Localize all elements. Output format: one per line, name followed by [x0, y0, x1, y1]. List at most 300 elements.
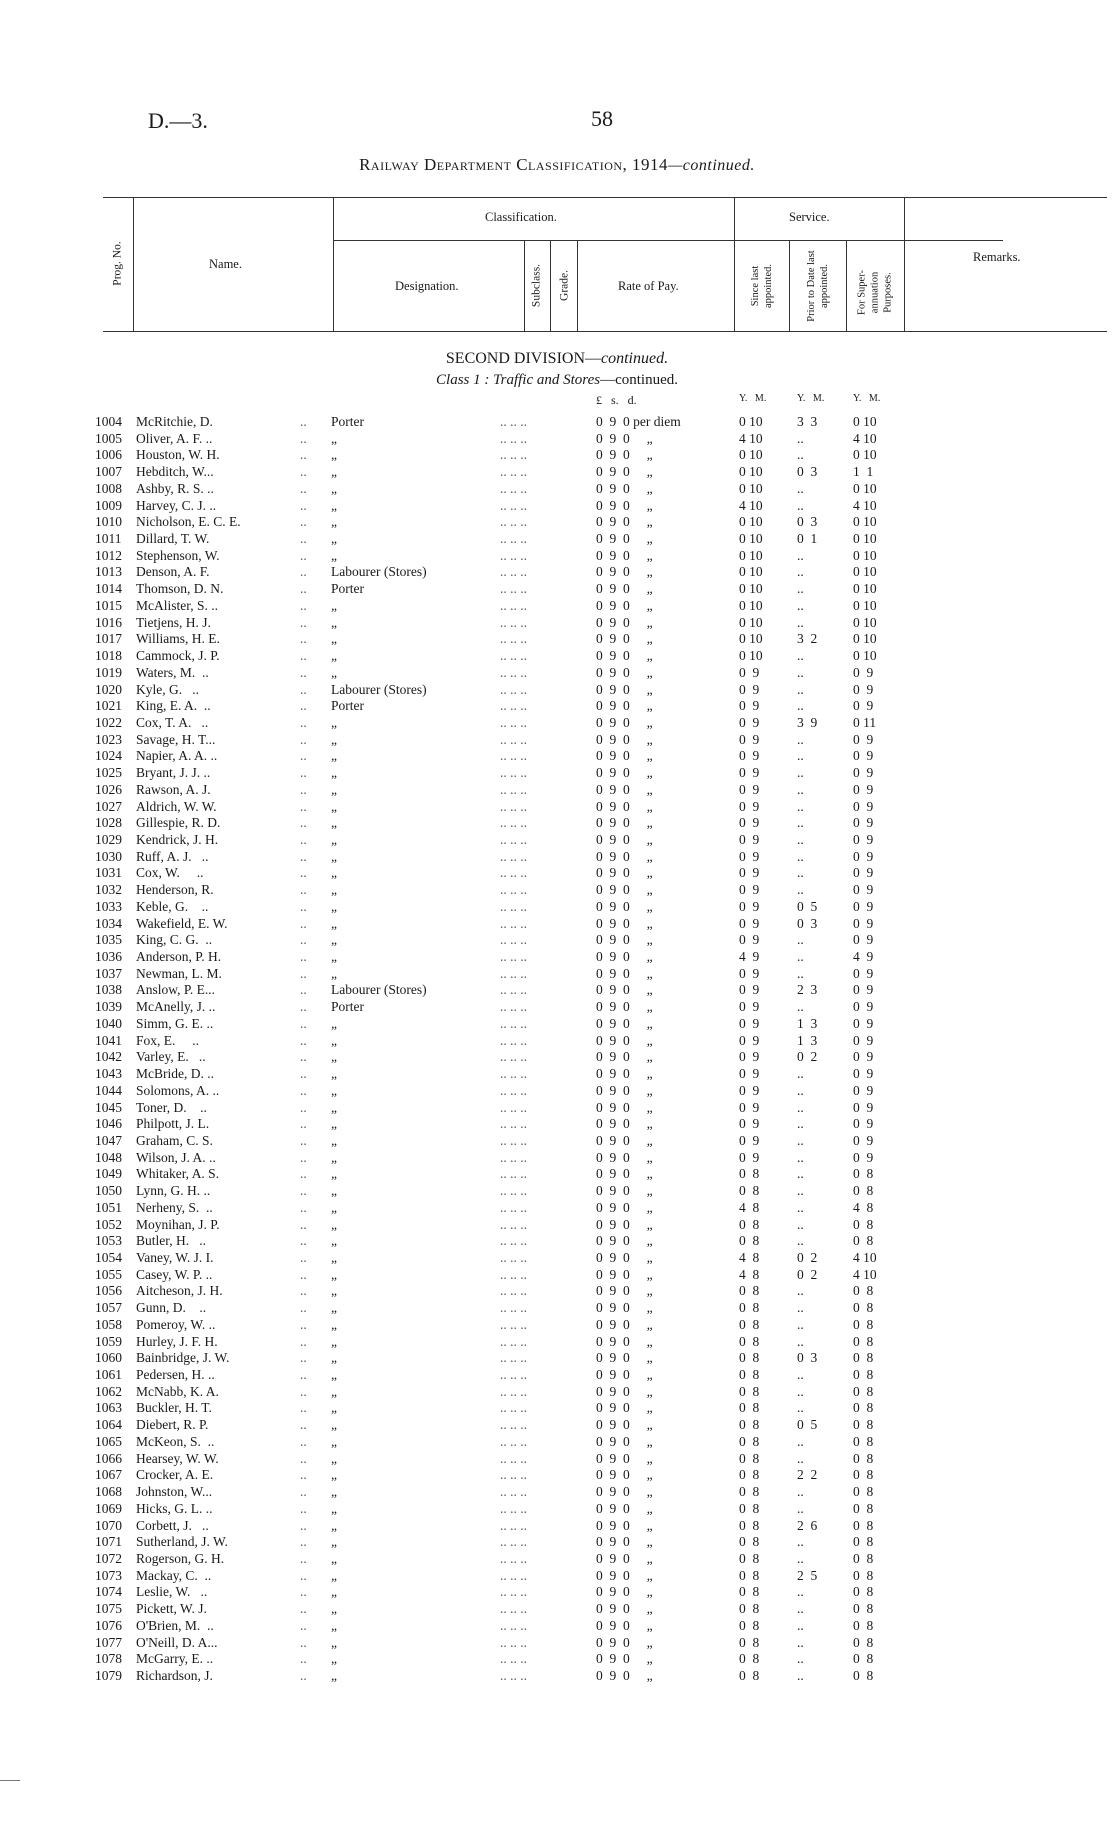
- leader-dots: ..: [300, 464, 307, 480]
- prog-no: 1069: [95, 1500, 122, 1516]
- leader-dots: ..: [300, 1266, 307, 1282]
- prior-to-date: ..: [797, 1116, 804, 1132]
- leader-dots: ..: [300, 480, 307, 496]
- leader-dots: .. .. ..: [500, 698, 527, 714]
- staff-name: Diebert, R. P.: [136, 1417, 209, 1433]
- table-row: [0, 732, 1114, 749]
- prior-to-date: ..: [797, 447, 804, 463]
- table-row: [0, 1534, 1114, 1551]
- table-row: [0, 748, 1114, 765]
- leader-dots: ..: [300, 631, 307, 647]
- designation: „: [331, 547, 337, 563]
- staff-name: McNabb, K. A.: [136, 1383, 219, 1399]
- staff-name: Napier, A. A. ..: [136, 748, 218, 764]
- rate-of-pay: 0 9 0 „: [596, 1433, 653, 1449]
- prog-no: 1016: [95, 614, 122, 630]
- staff-name: McKeon, S. ..: [136, 1433, 215, 1449]
- rule-v1: [133, 197, 134, 331]
- table-row: [0, 548, 1114, 565]
- rate-of-pay: 0 9 0 „: [596, 765, 653, 781]
- designation: „: [331, 1550, 337, 1566]
- leader-dots: .. .. ..: [500, 597, 527, 613]
- table-row: [0, 1651, 1114, 1668]
- staff-name: King, C. G. ..: [136, 932, 213, 948]
- leader-dots: .. .. ..: [500, 865, 527, 881]
- service-header: Service.: [789, 210, 830, 224]
- prior-to-date: ..: [797, 480, 804, 496]
- prior-to-date: 0 5: [797, 1417, 818, 1433]
- prior-to-date: 3 3: [797, 414, 818, 429]
- superannuation: 0 10: [853, 447, 877, 463]
- staff-name: Thomson, D. N.: [136, 581, 224, 597]
- rate-of-pay: 0 9 0 „: [596, 999, 653, 1015]
- staff-name: McAlister, S. ..: [136, 597, 218, 613]
- leader-dots: .. .. ..: [500, 1283, 527, 1299]
- leader-dots: ..: [300, 1066, 307, 1082]
- superannuation: 0 8: [853, 1367, 874, 1383]
- since-units: Y. M.: [739, 393, 767, 404]
- since-last: 0 10: [739, 614, 763, 630]
- leader-dots: ..: [300, 497, 307, 513]
- superannuation: 0 9: [853, 815, 874, 831]
- table-row: [0, 849, 1114, 866]
- staff-name: O'Brien, M. ..: [136, 1617, 214, 1633]
- prior-to-date: 2 6: [797, 1517, 818, 1533]
- leader-dots: .. .. ..: [500, 1066, 527, 1082]
- prog-no: 1024: [95, 748, 122, 764]
- prog-no: 1063: [95, 1400, 122, 1416]
- leader-dots: .. .. ..: [500, 1333, 527, 1349]
- prior-to-date: ..: [797, 1550, 804, 1566]
- rate-of-pay: 0 9 0 „: [596, 480, 653, 496]
- leader-dots: .. .. ..: [500, 1584, 527, 1600]
- staff-name: Butler, H. ..: [136, 1233, 206, 1249]
- since-last: 0 9: [739, 882, 760, 898]
- table-row: [0, 1400, 1114, 1417]
- leader-dots: ..: [300, 781, 307, 797]
- prior-to-date: ..: [797, 1333, 804, 1349]
- rate-of-pay: 0 9 0 „: [596, 781, 653, 797]
- superannuation: 4 9: [853, 949, 874, 965]
- table-row: [0, 1384, 1114, 1401]
- prog-no: 1050: [95, 1183, 122, 1199]
- superannuation: 0 8: [853, 1300, 874, 1316]
- leader-dots: .. .. ..: [500, 1300, 527, 1316]
- staff-name: Solomons, A. ..: [136, 1082, 220, 1098]
- since-last: 0 10: [739, 464, 763, 480]
- leader-dots: .. .. ..: [500, 915, 527, 931]
- pay-units: £ s. d.: [596, 393, 637, 407]
- table-row: [0, 1049, 1114, 1066]
- staff-name: Anslow, P. E...: [136, 982, 216, 998]
- rate-of-pay: 0 9 0 „: [596, 447, 653, 463]
- table-row: [0, 1133, 1114, 1150]
- designation: „: [331, 1066, 337, 1082]
- leader-dots: ..: [300, 430, 307, 446]
- prog-no: 1045: [95, 1099, 122, 1115]
- leader-dots: ..: [300, 714, 307, 730]
- designation: „: [331, 1149, 337, 1165]
- prior-to-date: ..: [797, 932, 804, 948]
- class-suffix: —continued.: [600, 372, 678, 388]
- rate-of-pay: 0 9 0 „: [596, 1517, 653, 1533]
- table-row: [0, 665, 1114, 682]
- leader-dots: ..: [300, 1400, 307, 1416]
- superannuation: 0 10: [853, 648, 877, 664]
- designation: „: [331, 1634, 337, 1650]
- staff-name: Denson, A. F.: [136, 564, 210, 580]
- superannuation: 0 10: [853, 597, 877, 613]
- leader-dots: ..: [300, 1383, 307, 1399]
- leader-dots: ..: [300, 865, 307, 881]
- prog-no: 1033: [95, 898, 122, 914]
- table-row: [0, 447, 1114, 464]
- prog-no: 1009: [95, 497, 122, 513]
- staff-name: Buckler, H. T.: [136, 1400, 212, 1416]
- prior-to-date: ..: [797, 1300, 804, 1316]
- rate-of-pay: 0 9 0 „: [596, 614, 653, 630]
- designation: „: [331, 648, 337, 664]
- staff-name: Newman, L. M.: [136, 965, 222, 981]
- designation: „: [331, 1216, 337, 1232]
- since-last: 0 10: [739, 447, 763, 463]
- staff-name: Varley, E. ..: [136, 1049, 206, 1065]
- table-row: [0, 949, 1114, 966]
- designation: „: [331, 815, 337, 831]
- prog-no-header: Prog. No.: [111, 241, 124, 286]
- since-last: 0 10: [739, 547, 763, 563]
- rate-of-pay: 0 9 0 „: [596, 1534, 653, 1550]
- rate-of-pay: 0 9 0 „: [596, 1216, 653, 1232]
- designation: „: [331, 497, 337, 513]
- table-row: [0, 1283, 1114, 1300]
- superannuation: 0 9: [853, 999, 874, 1015]
- since-last: 4 10: [739, 497, 763, 513]
- staff-name: McRitchie, D.: [136, 414, 213, 429]
- leader-dots: ..: [300, 1500, 307, 1516]
- rate-of-pay: 0 9 0 „: [596, 1183, 653, 1199]
- prior-to-date: 0 1: [797, 531, 818, 547]
- staff-name: Tietjens, H. J.: [136, 614, 211, 630]
- rate-of-pay: 0 9 0 „: [596, 882, 653, 898]
- page-title: [0, 155, 1114, 175]
- rate-of-pay: 0 9 0 „: [596, 1266, 653, 1282]
- prog-no: 1075: [95, 1601, 122, 1617]
- header-rule-mid: [333, 240, 1003, 241]
- rate-of-pay: 0 9 0 „: [596, 681, 653, 697]
- rule-v9: [904, 197, 905, 331]
- since-last: 0 8: [739, 1400, 760, 1416]
- table-row: [0, 1200, 1114, 1217]
- superannuation: 0 9: [853, 898, 874, 914]
- staff-name: Whitaker, A. S.: [136, 1166, 220, 1182]
- leader-dots: ..: [300, 1450, 307, 1466]
- since-last: 0 8: [739, 1668, 760, 1683]
- rate-of-pay: 0 9 0 „: [596, 932, 653, 948]
- leader-dots: .. .. ..: [500, 414, 527, 429]
- leader-dots: ..: [300, 1534, 307, 1550]
- table-row: [0, 1367, 1114, 1384]
- rate-of-pay: 0 9 0 „: [596, 848, 653, 864]
- prior-to-date: ..: [797, 848, 804, 864]
- leader-dots: ..: [300, 1132, 307, 1148]
- table-row: [0, 1434, 1114, 1451]
- table-row: [0, 1334, 1114, 1351]
- designation: „: [331, 748, 337, 764]
- leader-dots: .. .. ..: [500, 748, 527, 764]
- designation: „: [331, 1601, 337, 1617]
- prior-to-date: 3 9: [797, 714, 818, 730]
- leader-dots: .. .. ..: [500, 464, 527, 480]
- table-row: [0, 1016, 1114, 1033]
- table-row: [0, 431, 1114, 448]
- table-row: [0, 1501, 1114, 1518]
- designation: „: [331, 447, 337, 463]
- prior-to-date: 1 3: [797, 1032, 818, 1048]
- class-heading: [0, 372, 1114, 389]
- designation: „: [331, 1484, 337, 1500]
- staff-name: McAnelly, J. ..: [136, 999, 216, 1015]
- since-last: 0 8: [739, 1550, 760, 1566]
- staff-name: Houston, W. H.: [136, 447, 220, 463]
- prior-to-date: ..: [797, 1367, 804, 1383]
- superannuation: 0 9: [853, 1149, 874, 1165]
- table-row: [0, 1635, 1114, 1652]
- designation: Labourer (Stores): [331, 982, 427, 998]
- designation: „: [331, 1099, 337, 1115]
- prog-no: 1055: [95, 1266, 122, 1282]
- leader-dots: ..: [300, 1651, 307, 1667]
- prior-to-date: 2 3: [797, 982, 818, 998]
- table-row: [0, 598, 1114, 615]
- superannuation: 0 10: [853, 531, 877, 547]
- leader-dots: ..: [300, 648, 307, 664]
- staff-name: Gunn, D. ..: [136, 1300, 207, 1316]
- table-row: [0, 1150, 1114, 1167]
- rate-of-pay: 0 9 0 „: [596, 898, 653, 914]
- staff-name: Ruff, A. J. ..: [136, 848, 209, 864]
- superannuation: 0 10: [853, 547, 877, 563]
- since-last: 0 10: [739, 564, 763, 580]
- table-row: [0, 481, 1114, 498]
- designation: „: [331, 965, 337, 981]
- since-last: 0 9: [739, 698, 760, 714]
- remarks-header: Remarks.: [973, 250, 1021, 264]
- rate-of-pay: 0 9 0 „: [596, 1132, 653, 1148]
- leader-dots: ..: [300, 1166, 307, 1182]
- leader-dots: ..: [300, 581, 307, 597]
- rate-of-pay: 0 9 0 per diem: [596, 414, 681, 429]
- since-last: 0 9: [739, 1099, 760, 1115]
- rate-of-pay: 0 9 0 „: [596, 1032, 653, 1048]
- superannuation: 0 8: [853, 1383, 874, 1399]
- designation: „: [331, 1116, 337, 1132]
- prog-no: 1012: [95, 547, 122, 563]
- prior-to-date: ..: [797, 648, 804, 664]
- leader-dots: ..: [300, 1550, 307, 1566]
- prior-to-date: ..: [797, 1316, 804, 1332]
- staff-name: Aldrich, W. W.: [136, 798, 217, 814]
- prog-no: 1044: [95, 1082, 122, 1098]
- leader-dots: ..: [300, 1082, 307, 1098]
- designation: „: [331, 531, 337, 547]
- table-row: [0, 715, 1114, 732]
- since-last: 0 9: [739, 748, 760, 764]
- staff-name: Graham, C. S.: [136, 1132, 213, 1148]
- designation: „: [331, 1534, 337, 1550]
- staff-name: Cammock, J. P.: [136, 648, 220, 664]
- designation: „: [331, 1400, 337, 1416]
- rule-v2: [333, 197, 334, 331]
- leader-dots: ..: [300, 798, 307, 814]
- prog-no: 1006: [95, 447, 122, 463]
- prior-to-date: ..: [797, 1166, 804, 1182]
- designation: „: [331, 1300, 337, 1316]
- superannuation: 0 8: [853, 1166, 874, 1182]
- superannuation: 0 10: [853, 514, 877, 530]
- table-row: [0, 498, 1114, 515]
- superannuation: 4 8: [853, 1199, 874, 1215]
- subclass-header: Subclass.: [530, 263, 543, 308]
- table-row: [0, 1518, 1114, 1535]
- since-last: 0 8: [739, 1450, 760, 1466]
- prog-no: 1005: [95, 430, 122, 446]
- rate-of-pay: 0 9 0 „: [596, 1199, 653, 1215]
- prog-no: 1052: [95, 1216, 122, 1232]
- table-row: [0, 815, 1114, 832]
- staff-name: Ashby, R. S. ..: [136, 480, 214, 496]
- rate-of-pay: 0 9 0 „: [596, 581, 653, 597]
- staff-name: Simm, G. E. ..: [136, 1015, 214, 1031]
- since-last-header: Since last appointed.: [750, 263, 774, 309]
- designation: „: [331, 1567, 337, 1583]
- leader-dots: .. .. ..: [500, 1199, 527, 1215]
- staff-name: Keble, G. ..: [136, 898, 209, 914]
- table-row: [0, 1066, 1114, 1083]
- leader-dots: ..: [300, 1233, 307, 1249]
- leader-dots: ..: [300, 1300, 307, 1316]
- staff-name: Oliver, A. F. ..: [136, 430, 213, 446]
- staff-name: Rawson, A. J.: [136, 781, 211, 797]
- table-row: [0, 1267, 1114, 1284]
- leader-dots: ..: [300, 999, 307, 1015]
- prior-to-date: ..: [797, 581, 804, 597]
- prog-no: 1060: [95, 1350, 122, 1366]
- prior-to-date: 0 3: [797, 464, 818, 480]
- prior-to-date: ..: [797, 1634, 804, 1650]
- staff-name: Kendrick, J. H.: [136, 832, 219, 847]
- leader-dots: ..: [300, 1617, 307, 1633]
- prior-to-date: ..: [797, 564, 804, 580]
- staff-name: Johnston, W...: [136, 1484, 213, 1500]
- table-row: [0, 899, 1114, 916]
- designation: „: [331, 1517, 337, 1533]
- leader-dots: .. .. ..: [500, 1467, 527, 1483]
- since-last: 4 9: [739, 949, 760, 965]
- superannuation: 0 10: [853, 414, 877, 429]
- designation: „: [331, 949, 337, 965]
- prior-to-date: ..: [797, 832, 804, 847]
- superannuation: 0 9: [853, 664, 874, 680]
- leader-dots: ..: [300, 748, 307, 764]
- staff-name: Bryant, J. J. ..: [136, 765, 211, 781]
- leader-dots: ..: [300, 882, 307, 898]
- staff-name: Pomeroy, W. ..: [136, 1316, 216, 1332]
- prog-no: 1079: [95, 1668, 122, 1683]
- since-last: 0 8: [739, 1651, 760, 1667]
- staff-name: Corbett, J. ..: [136, 1517, 209, 1533]
- prog-no: 1054: [95, 1250, 122, 1265]
- rate-of-pay: 0 9 0 „: [596, 497, 653, 513]
- leader-dots: .. .. ..: [500, 965, 527, 981]
- table-row: [0, 1467, 1114, 1484]
- leader-dots: ..: [300, 832, 307, 847]
- prior-to-date: ..: [797, 765, 804, 781]
- prog-no: 1043: [95, 1066, 122, 1082]
- superannuation: 0 9: [853, 965, 874, 981]
- superannuation: 4 10: [853, 1266, 877, 1282]
- leader-dots: .. .. ..: [500, 1651, 527, 1667]
- since-last: 4 8: [739, 1199, 760, 1215]
- designation: „: [331, 1433, 337, 1449]
- rate-of-pay: 0 9 0 „: [596, 1233, 653, 1249]
- prog-no: 1073: [95, 1567, 122, 1583]
- prog-no: 1062: [95, 1383, 122, 1399]
- prior-to-date: ..: [797, 547, 804, 563]
- designation: „: [331, 1350, 337, 1366]
- since-last: 0 8: [739, 1567, 760, 1583]
- staff-name: Crocker, A. E.: [136, 1467, 214, 1483]
- since-last: 0 10: [739, 480, 763, 496]
- since-last: 0 9: [739, 664, 760, 680]
- since-last: 0 9: [739, 798, 760, 814]
- prog-no: 1028: [95, 815, 122, 831]
- since-last: 0 8: [739, 1417, 760, 1433]
- prog-no: 1076: [95, 1617, 122, 1633]
- prog-no: 1059: [95, 1333, 122, 1349]
- table-row: [0, 1233, 1114, 1250]
- table-row: [0, 1250, 1114, 1267]
- title-suffix: —continued.: [668, 157, 755, 174]
- superannuation: 0 9: [853, 1032, 874, 1048]
- prog-no: 1031: [95, 865, 122, 881]
- designation: „: [331, 1668, 337, 1683]
- prior-to-date: 0 2: [797, 1266, 818, 1282]
- staff-name: Dillard, T. W.: [136, 531, 210, 547]
- rate-of-pay: 0 9 0 „: [596, 1116, 653, 1132]
- leader-dots: ..: [300, 664, 307, 680]
- rate-of-pay: 0 9 0 „: [596, 815, 653, 831]
- rate-of-pay: 0 9 0 „: [596, 1333, 653, 1349]
- superannuation: 0 8: [853, 1634, 874, 1650]
- class-name: Traffic and Stores: [493, 372, 601, 388]
- prog-no: 1018: [95, 648, 122, 664]
- prior-to-date: ..: [797, 1183, 804, 1199]
- leader-dots: .. .. ..: [500, 1032, 527, 1048]
- since-last: 0 8: [739, 1383, 760, 1399]
- since-last: 0 8: [739, 1634, 760, 1650]
- prior-to-date-header: Prior to Date last appointed.: [806, 250, 830, 322]
- prog-no: 1014: [95, 581, 122, 597]
- superannuation: 1 1: [853, 464, 874, 480]
- leader-dots: ..: [300, 514, 307, 530]
- designation: „: [331, 932, 337, 948]
- rate-of-pay: 0 9 0 „: [596, 1166, 653, 1182]
- leader-dots: ..: [300, 1333, 307, 1349]
- leader-dots: ..: [300, 1634, 307, 1650]
- since-last: 0 8: [739, 1617, 760, 1633]
- prog-no: 1037: [95, 965, 122, 981]
